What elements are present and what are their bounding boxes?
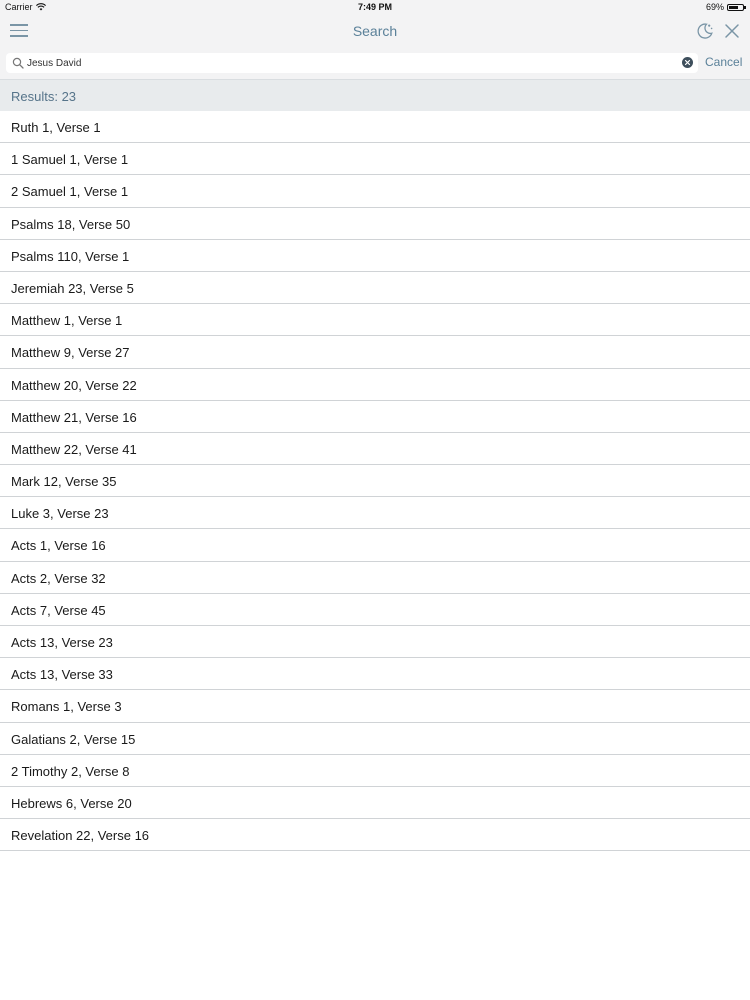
result-item[interactable] (0, 465, 750, 497)
result-item[interactable] (0, 626, 750, 658)
result-item-label: Hebrews 6, Verse 20 (11, 795, 132, 811)
battery-level-fill (729, 6, 738, 9)
results-list (0, 111, 750, 851)
result-item[interactable] (0, 272, 750, 304)
result-item[interactable] (0, 336, 750, 368)
result-item[interactable] (0, 594, 750, 626)
result-item[interactable] (0, 111, 750, 143)
result-item-label: Mark 12, Verse 35 (11, 474, 117, 490)
result-item[interactable] (0, 787, 750, 819)
result-item[interactable] (0, 690, 750, 722)
status-time: 7:49 PM (357, 2, 392, 12)
result-item[interactable] (0, 819, 750, 851)
result-item[interactable] (0, 755, 750, 787)
result-item-label: Ruth 1, Verse 1 (11, 120, 101, 135)
result-item-label: Revelation 22, Verse 16 (11, 828, 150, 844)
result-item-label: Acts 13, Verse 33 (11, 667, 113, 683)
status-bar (0, 0, 750, 14)
result-item-label: Psalms 110, Verse 1 (11, 248, 130, 264)
search-input[interactable] (27, 55, 667, 71)
result-item-label: Psalms 18, Verse 50 (11, 216, 131, 232)
battery-percent: 69% (705, 2, 724, 12)
result-item-label: 1 Samuel 1, Verse 1 (11, 152, 129, 168)
cancel-button[interactable]: Cancel (705, 55, 743, 69)
result-item[interactable] (0, 497, 750, 529)
result-item[interactable] (0, 529, 750, 561)
search-icon (12, 57, 24, 69)
result-item[interactable] (0, 723, 750, 755)
result-item-label: Matthew 9, Verse 27 (11, 345, 130, 361)
result-item-label: Galatians 2, Verse 15 (11, 731, 136, 747)
result-item[interactable] (0, 401, 750, 433)
result-item-label: Acts 13, Verse 23 (11, 635, 113, 650)
result-item-label: Luke 3, Verse 23 (11, 506, 109, 522)
result-item-label: Acts 1, Verse 16 (11, 538, 106, 554)
result-item[interactable] (0, 208, 750, 240)
results-count-header (0, 79, 750, 111)
result-item-label: Romans 1, Verse 3 (11, 699, 122, 715)
result-item-label: Acts 2, Verse 32 (11, 570, 106, 586)
result-item-label: 2 Timothy 2, Verse 8 (11, 763, 130, 779)
result-item[interactable] (0, 240, 750, 272)
result-item-label: Matthew 21, Verse 16 (11, 409, 137, 425)
result-item[interactable] (0, 175, 750, 207)
close-icon[interactable] (724, 23, 740, 39)
result-item-label: Jeremiah 23, Verse 5 (11, 280, 134, 296)
result-item[interactable] (0, 369, 750, 401)
search-bar (0, 48, 750, 79)
night-mode-icon[interactable] (696, 22, 714, 40)
search-field-container[interactable] (6, 53, 698, 73)
result-item-label: Acts 7, Verse 45 (11, 602, 106, 618)
result-item[interactable] (0, 433, 750, 465)
result-item[interactable] (0, 304, 750, 336)
result-item[interactable] (0, 562, 750, 594)
result-item[interactable] (0, 143, 750, 175)
result-item-label: Matthew 22, Verse 41 (11, 441, 137, 457)
clear-search-icon[interactable] (682, 57, 693, 68)
navigation-bar (0, 14, 750, 48)
carrier-label: Carrier (5, 2, 33, 12)
result-item-label: 2 Samuel 1, Verse 1 (11, 184, 129, 200)
results-count-label: Results: 23 (11, 89, 77, 104)
result-item-label: Matthew 1, Verse 1 (11, 313, 123, 329)
battery-icon (727, 4, 744, 11)
result-item[interactable] (0, 658, 750, 690)
page-title: Search (352, 23, 398, 39)
battery-indicator (706, 2, 744, 12)
result-item-label: Matthew 20, Verse 22 (11, 377, 137, 393)
